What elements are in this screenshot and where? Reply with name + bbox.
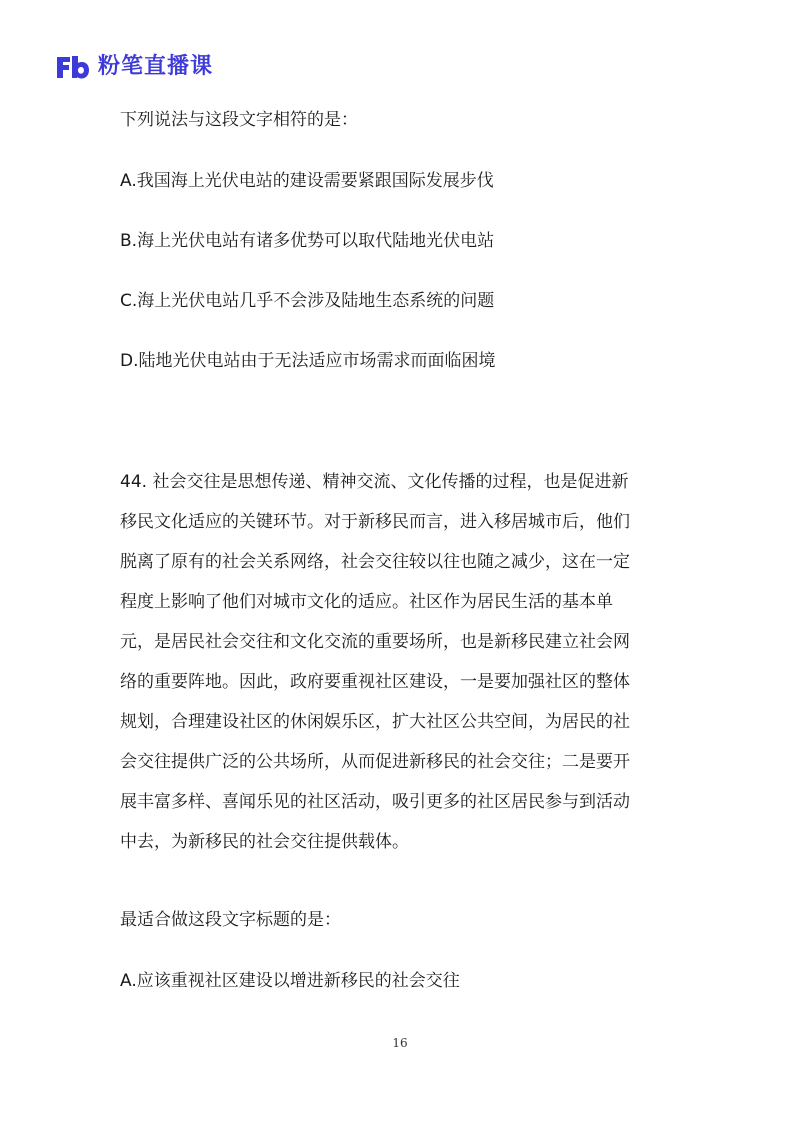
fb-logo-icon	[54, 53, 90, 81]
page-header	[54, 52, 213, 82]
passage-line: 规划，合理建设社区的休闲娱乐区，扩大社区公共空间，为居民的社	[120, 712, 630, 732]
q43-option-b: B.海上光伏电站有诸多优势可以取代陆地光伏电站	[120, 231, 495, 251]
passage-line: 会交往提供广泛的公共场所，从而促进新移民的社会交往；二是要开	[120, 752, 630, 772]
passage-line: 程度上影响了他们对城市文化的适应。社区作为居民生活的基本单	[120, 592, 613, 612]
passage-line: 44. 社会交往是思想传递、精神交流、文化传播的过程，也是促进新	[120, 472, 629, 492]
q44-option-a: A.应该重视社区建设以增进新移民的社会交往	[120, 971, 460, 991]
q44-passage	[120, 462, 680, 862]
q43-option-d: D.陆地光伏电站由于无法适应市场需求而面临困境	[120, 351, 496, 371]
passage-line: 元，是居民社会交往和文化交流的重要场所，也是新移民建立社会网	[120, 632, 630, 652]
passage-line: 络的重要阵地。因此，政府要重视社区建设，一是要加强社区的整体	[120, 672, 630, 692]
page-number: 16	[392, 1036, 408, 1050]
brand-name: 粉笔直播课	[98, 54, 214, 79]
q44-prompt: 最适合做这段文字标题的是：	[120, 910, 341, 930]
q43-option-c: C.海上光伏电站几乎不会涉及陆地生态系统的问题	[120, 291, 495, 311]
passage-line: 中去，为新移民的社会交往提供载体。	[120, 832, 409, 852]
passage-line: 移民文化适应的关键环节。对于新移民而言，进入移居城市后，他们	[120, 512, 630, 532]
q43-prompt: 下列说法与这段文字相符的是：	[120, 110, 358, 130]
passage-line: 展丰富多样、喜闻乐见的社区活动，吸引更多的社区居民参与到活动	[120, 792, 630, 812]
q43-option-a: A.我国海上光伏电站的建设需要紧跟国际发展步伐	[120, 171, 494, 191]
passage-line: 脱离了原有的社会关系网络，社会交往较以往也随之减少，这在一定	[120, 552, 630, 572]
